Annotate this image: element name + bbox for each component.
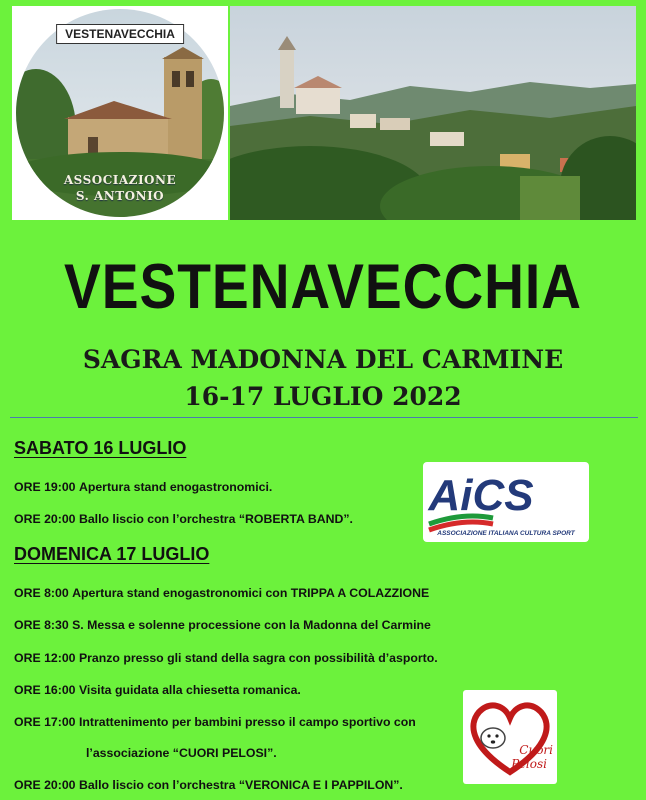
event-time: ORE 19:00: [14, 480, 76, 494]
cuori-line-1: Cuori: [519, 743, 553, 757]
event-description: Visita guidata alla chiesetta romanica.: [78, 683, 301, 697]
event-dates: 16-17 LUGLIO 2022: [184, 382, 462, 411]
event-time: ORE 16:00: [14, 683, 76, 697]
day-heading-sunday: DOMENICA 17 LUGLIO: [14, 544, 210, 564]
day-heading-saturday: SABATO 16 LUGLIO: [14, 438, 187, 458]
aics-wordmark: AiCS: [428, 471, 534, 520]
schedule-item: [14, 715, 416, 729]
schedule-item: [14, 586, 429, 600]
cuori-pelosi-logo: [463, 690, 557, 784]
event-description: Pranzo presso gli stand della sagra con possibilità d’asporto.: [78, 651, 438, 665]
logo-tag: VESTENAVECCHIA: [56, 24, 184, 44]
event-description: Intrattenimento per bambini presso il campo sportivo con: [78, 715, 416, 729]
divider-line: [10, 417, 638, 418]
event-description: S. Messa e solenne processione con la Madonna del Carmine: [72, 618, 431, 632]
schedule-item: [14, 683, 301, 697]
event-description: l’associazione “CUORI PELOSI”.: [86, 746, 277, 760]
event-description: Ballo liscio con l’orchestra “VERONICA E I PAPPILON”.: [78, 778, 403, 792]
village-landscape-photo: [230, 6, 636, 220]
main-title: VESTENAVECCHIA: [64, 251, 582, 322]
association-logo: [12, 6, 228, 220]
event-time: ORE 20:00: [14, 778, 76, 792]
event-time: ORE 20:00: [14, 512, 76, 526]
schedule-item-continuation: [86, 746, 277, 760]
event-time: ORE 17:00: [14, 715, 76, 729]
event-subtitle: SAGRA MADONNA DEL CARMINE: [82, 345, 564, 374]
schedule-item: [14, 480, 272, 494]
schedule-item: [14, 512, 353, 526]
schedule-item: [14, 778, 403, 792]
logo-line-2: S. ANTONIO: [75, 189, 165, 203]
schedule-item: [14, 618, 431, 632]
event-description: Apertura stand enogastronomici.: [78, 480, 273, 494]
event-time: ORE 12:00: [14, 651, 76, 665]
cuori-line-2: Pelosi: [511, 757, 547, 771]
aics-subtitle: ASSOCIAZIONE ITALIANA CULTURA SPORT: [437, 530, 575, 537]
event-time: ORE 8:30: [14, 618, 69, 632]
event-description: Apertura stand enogastronomici con TRIPPA A COLAZZIONE: [72, 586, 430, 600]
logo-line-1: ASSOCIAZIONE: [63, 173, 177, 187]
schedule-item: [14, 651, 438, 665]
event-description: Ballo liscio con l’orchestra “ROBERTA BAND”.: [78, 512, 353, 526]
aics-logo: [423, 462, 589, 542]
landscape-illustration: [230, 6, 636, 220]
event-time: ORE 8:00: [14, 586, 69, 600]
